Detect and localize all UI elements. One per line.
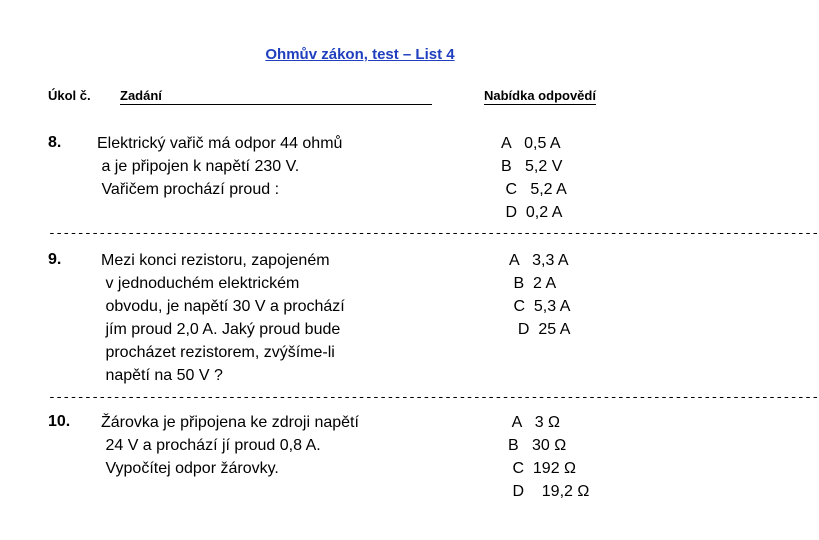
answer-options [509, 249, 570, 341]
question-text [97, 132, 342, 201]
separator-line: ----------------------------------------------------------------------------------------------------------- [48, 390, 819, 405]
question-number: 9. [48, 251, 62, 268]
question-line: jím proud 2,0 A. Jaký proud bude [101, 321, 341, 338]
question-line: a je připojen k napětí 230 V. [97, 158, 300, 175]
answer-option-b[interactable]: B 30 Ω [508, 437, 567, 454]
question-number: 8. [48, 134, 62, 151]
separator-line: ----------------------------------------------------------------------------------------------------------- [48, 226, 819, 241]
question-line: napětí na 50 V ? [101, 367, 223, 384]
question-number: 10. [48, 413, 71, 430]
question-line: Mezi konci rezistoru, zapojeném [101, 252, 330, 269]
question-line: v jednoduchém elektrickém [101, 275, 300, 292]
answer-option-d[interactable]: D 0,2 A [501, 204, 563, 221]
header-task: Zadání [120, 88, 432, 105]
answer-options [501, 132, 567, 224]
question-text [101, 249, 345, 387]
answer-option-a[interactable]: A 0,5 A [501, 135, 561, 152]
answer-option-c[interactable]: C 5,2 A [501, 181, 567, 198]
answer-option-c[interactable]: C 5,3 A [509, 298, 571, 315]
question-line: obvodu, je napětí 30 V a prochází [101, 298, 345, 315]
question-line: Elektrický vařič má odpor 44 ohmů [97, 135, 343, 152]
answer-option-a[interactable]: A 3,3 A [509, 252, 569, 269]
answer-option-b[interactable]: B 5,2 V [501, 158, 563, 175]
answer-option-d[interactable]: D 19,2 Ω [508, 483, 590, 500]
page-title: Ohmův zákon, test – List 4 [265, 46, 455, 63]
header-answers: Nabídka odpovědí [484, 88, 596, 103]
answer-option-b[interactable]: B 2 A [509, 275, 557, 292]
answer-option-a[interactable]: A 3 Ω [508, 414, 560, 431]
question-line: Vařičem prochází proud : [97, 181, 280, 198]
question-line: Žárovka je připojena ke zdroji napětí [101, 414, 359, 431]
question-line: procházet rezistorem, zvýšíme-li [101, 344, 335, 361]
header-task-number: Úkol č. [48, 88, 91, 103]
question-text [101, 411, 359, 480]
answer-option-c[interactable]: C 192 Ω [508, 460, 576, 477]
question-line: Vypočítej odpor žárovky. [101, 460, 279, 477]
question-line: 24 V a prochází jí proud 0,8 A. [101, 437, 321, 454]
answer-option-d[interactable]: D 25 A [509, 321, 571, 338]
answer-options [508, 411, 589, 503]
